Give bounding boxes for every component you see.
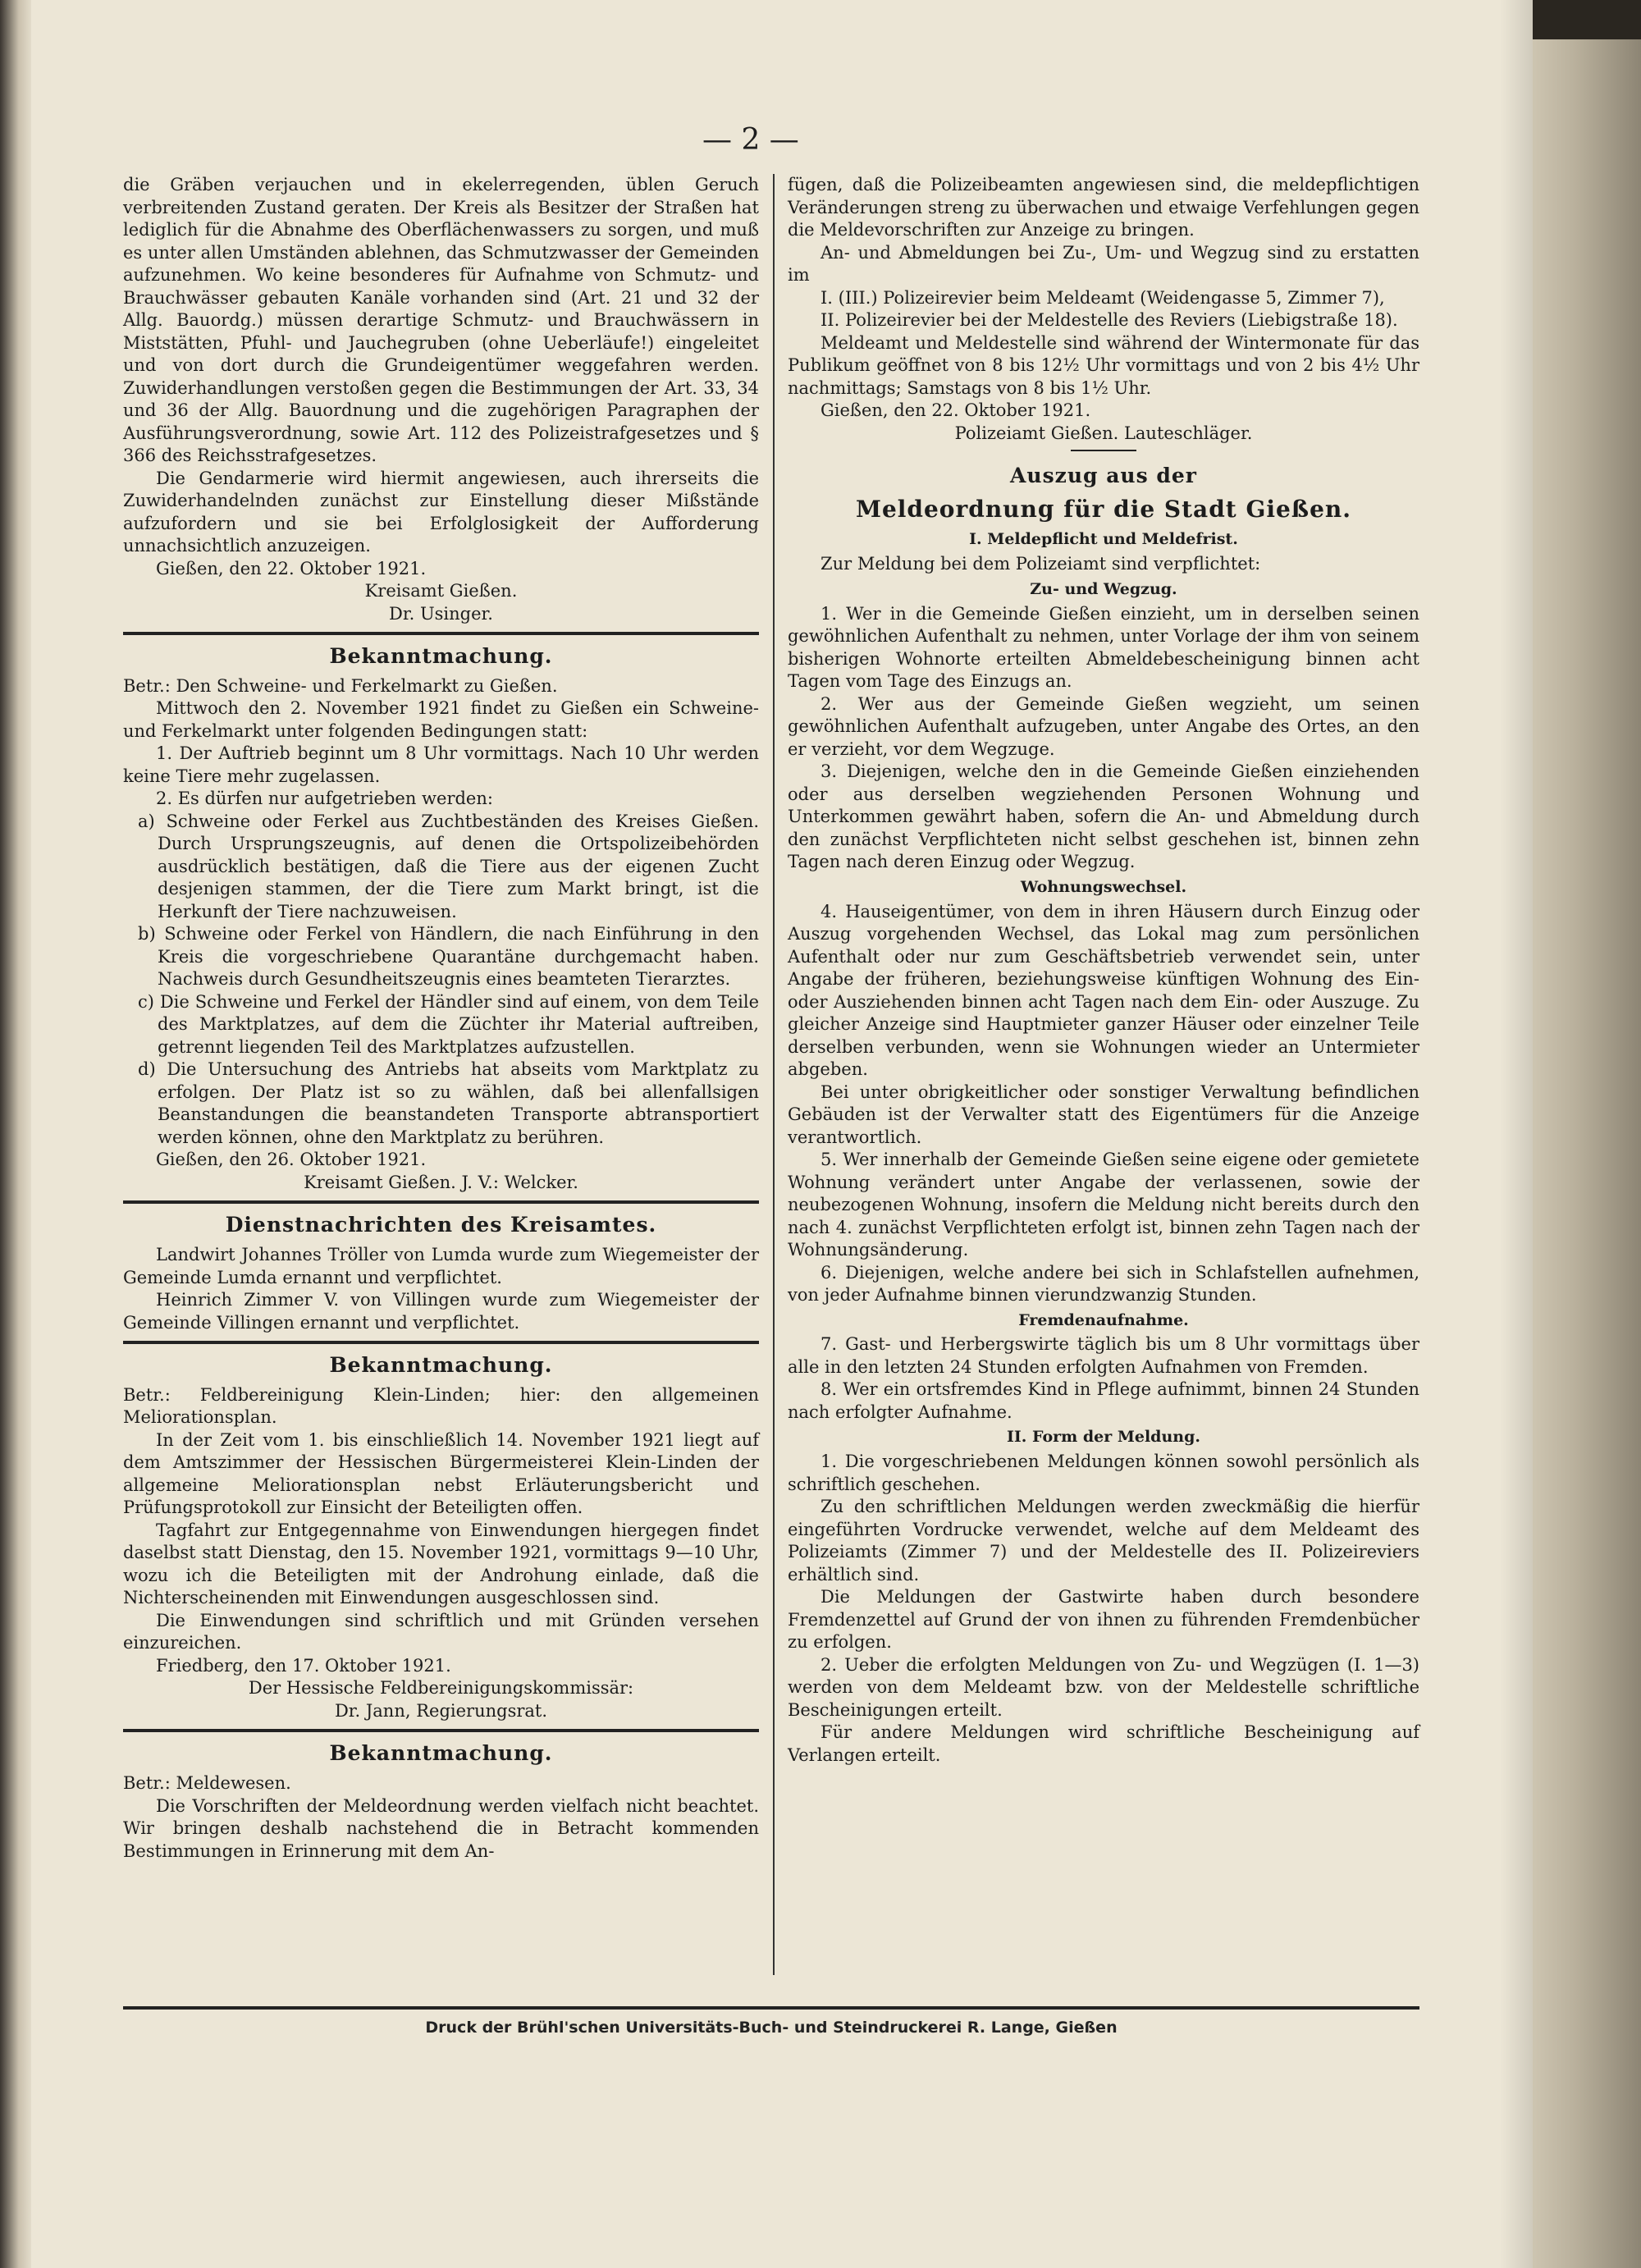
paragraph: 2. Es dürfen nur aufgetrieben werden: [156, 789, 493, 809]
paragraph: An- und Abmeldungen bei Zu-, Um- und Wegzug sind zu erstatten im [788, 242, 1419, 285]
footer-rule [123, 2006, 1419, 2010]
section-divider [123, 1341, 759, 1344]
section-heading: Meldeordnung für die Stadt Gießen. [855, 495, 1352, 523]
subsection-heading: Wohnungswechsel. [1020, 877, 1187, 896]
paragraph: In der Zeit vom 1. bis einschließlich 14. November 1921 liegt auf dem Amtszimmer der Hessischen Bürgermeisterei Klein-Linden der allgemeine Meliorationsplan nebst Erläuterungsbericht und Prüfungsprotokoll zur Einsicht der Beteiligten offen. [123, 1429, 759, 1518]
paragraph: I. (III.) Polizeirevier beim Meldeamt (Weidengasse 5, Zimmer 7), [820, 287, 1385, 308]
paragraph: 1. Die vorgeschriebenen Meldungen können sowohl persönlich als schriftlich geschehen. [788, 1452, 1419, 1494]
signature-name: Dr. Jann, Regierungsrat. [334, 1700, 548, 1721]
subject-line: Betr.: Den Schweine- und Ferkelmarkt zu Gießen. [123, 675, 558, 696]
signature: Polizeiamt Gießen. Lauteschläger. [954, 423, 1253, 443]
signature-authority: Kreisamt Gießen. [364, 581, 518, 601]
section-heading: Bekanntmachung. [329, 1353, 553, 1377]
paragraph: II. Polizeirevier bei der Meldestelle des Reviers (Liebigstraße 18). [820, 310, 1398, 330]
section-heading: Auszug aus der [1010, 464, 1197, 487]
paragraph: 8. Wer ein ortsfremdes Kind in Pflege aufnimmt, binnen 24 Stunden nach erfolgter Aufnahme. [788, 1379, 1419, 1422]
section-heading: Bekanntmachung. [329, 1741, 553, 1766]
paragraph: Zu den schriftlichen Meldungen werden zweckmäßig die hierfür eingeführten Vordrucke verwendet, welche auf dem Meldeamt des Polizeiamts (Zimmer 7) und der Meldestelle des II. Polizeireviers erhältlich sind. [788, 1497, 1419, 1584]
list-item: c) Die Schweine und Ferkel der Händler sind auf einem, von dem Teile des Marktplatzes, auf dem die Züchter ihr Material auftreiben, getrennt liegenden Teil des Marktplatzes aufzustellen. [138, 991, 759, 1057]
paragraph: Meldeamt und Meldestelle sind während der Wintermonate für das Publikum geöffnet von 8 bis 12½ Uhr vormittags und von 2 bis 4½ Uhr nachmittags; Samstags von 8 bis 1½ Uhr. [788, 332, 1419, 398]
paragraph: 2. Ueber die erfolgten Meldungen von Zu- und Wegzügen (I. 1—3) werden von dem Meldeamt bzw. von der Meldestelle schriftliche Bescheinigungen erteilt. [788, 1654, 1419, 1720]
signature-name: Dr. Usinger. [389, 603, 493, 624]
paragraph: Landwirt Johannes Tröller von Lumda wurde zum Wiegemeister der Gemeinde Lumda ernannt und verpflichtet. [123, 1245, 759, 1287]
subject-line: Betr.: Meldewesen. [123, 1773, 291, 1793]
right-column [788, 174, 1419, 1767]
subsection-heading: I. Meldepflicht und Meldefrist. [969, 530, 1238, 549]
paragraph: Bei unter obrigkeitlicher oder sonstiger Verwaltung befindlichen Gebäuden ist der Verwalter statt des Eigentümers für die Anzeige verantwortlich. [788, 1081, 1419, 1147]
dateline: Gießen, den 26. Oktober 1921. [156, 1150, 427, 1170]
section-heading: Bekanntmachung. [329, 644, 553, 668]
subsection-heading: Zu- und Wegzug. [1030, 579, 1177, 598]
paragraph: 1. Der Auftrieb beginnt um 8 Uhr vormittags. Nach 10 Uhr werden keine Tiere mehr zugelassen. [123, 743, 759, 786]
paragraph: 7. Gast- und Herbergswirte täglich bis um 8 Uhr vormittags über alle in den letzten 24 Stunden erfolgten Aufnahmen von Fremden. [788, 1334, 1419, 1377]
subject-line: Betr.: Feldbereinigung Klein-Linden; hier: den allgemeinen Meliorationsplan. [123, 1384, 759, 1428]
printer-imprint: Druck der Brühl'schen Universitäts-Buch- und Steindruckerei R. Lange, Gießen [425, 2019, 1118, 2037]
list-item: a) Schweine oder Ferkel aus Zuchtbeständen des Kreises Gießen. Durch Ursprungszeugnis, auf denen die Ortspolizeibehörden ausdrücklich bestätigen, daß die Tiere aus der eigenen Zucht desjenigen stammen, der die Tiere zum Markt bringt, ist die Herkunft der Tiere nachzuweisen. [138, 811, 759, 921]
dateline: Friedberg, den 17. Oktober 1921. [156, 1655, 451, 1676]
page-number: — 2 — [702, 123, 799, 157]
paragraph: fügen, daß die Polizeibeamten angewiesen sind, die meldepflichtigen Veränderungen streng zu überwachen und etwaige Verfehlungen gegen die Meldevorschriften zur Anzeige zu bringen. [788, 175, 1419, 240]
list-item: d) Die Untersuchung des Antriebs hat abseits vom Marktplatz zu erfolgen. Der Platz ist so zu wählen, daß bei allenfallsigen Beanstandungen die beanstandeten Transporte abtransportiert werden können, ohne den Marktplatz zu berühren. [138, 1059, 759, 1147]
column-divider [773, 174, 775, 1975]
paragraph: 4. Hauseigentümer, von dem in ihren Häusern durch Einzug oder Auszug vorgehenden Wechsel, das Lokal mag zum persönlichen Aufenthalt oder nur zum Geschäftsbetrieb verwendet sein, unter Angabe der früheren, beziehungsweise künftigen Wohnung des Ein- oder Ausziehenden binnen acht Tagen nach dem Ein- oder Auszuge. Zu gleicher Anzeige sind Hauptmieter ganzer Häuser oder einzelner Teile derselben verbunden, wenn sie Wohnungen wieder an Untermieter abgeben. [788, 901, 1419, 1080]
paragraph: 1. Wer in die Gemeinde Gießen einzieht, um in derselben seinen gewöhnlichen Aufenthalt zu nehmen, unter Vorlage der ihm von seinem bisherigen Wohnorte erteilten Abmeldebescheinigung binnen acht Tagen vom Tage des Einzugs an. [788, 603, 1419, 692]
section-divider [123, 632, 759, 635]
subsection-heading: II. Form der Meldung. [1006, 1428, 1200, 1447]
paragraph: Zur Meldung bei dem Polizeiamt sind verpflichtet: [820, 554, 1261, 574]
paragraph: 6. Diejenigen, welche andere bei sich in Schlafstellen aufnehmen, von jeder Aufnahme binnen vierundzwanzig Stunden. [788, 1262, 1419, 1305]
short-divider [1071, 450, 1136, 451]
paragraph: Die Vorschriften der Meldeordnung werden vielfach nicht beachtet. Wir bringen deshalb nachstehend die in Betracht kommenden Bestimmungen in Erinnerung mit dem An- [123, 1795, 759, 1861]
section-heading: Dienstnachrichten des Kreisamtes. [225, 1213, 657, 1237]
paragraph: 5. Wer innerhalb der Gemeinde Gießen seine eigene oder gemietete Wohnung verändert unter Angabe der verlassenen, sowie der neubezogenen Wohnung, insofern die Meldung nicht bereits durch den nach 4. zunächst Verpflichteten erfolgt ist, binnen zehn Tagen nach der Wohnungsänderung. [788, 1150, 1419, 1260]
paragraph: 3. Diejenigen, welche den in die Gemeinde Gießen einziehenden oder aus derselben wegziehenden Personen Wohnung und Unterkommen gewährt haben, sofern die An- und Abmeldung durch den zunächst Verpflichteten nicht selbst geschehen ist, binnen zehn Tagen nach deren Einzug oder Wegzug. [788, 761, 1419, 872]
list-item: b) Schweine oder Ferkel von Händlern, die nach Einführung in den Kreis die vorgeschriebene Quarantäne durchgemacht haben. Nachweis durch Gesundheitszeugnis eines beamteten Tierarztes. [138, 924, 759, 990]
intro-paragraph: die Gräben verjauchen und in ekelerregenden, üblen Geruch verbreitenden Zustand geraten. Der Kreis als Besitzer der Straßen hat lediglich für die Abnahme des Oberflächenwassers zu sorgen, und muß es unter allen Umständen ablehnen, das Schmutzwasser der Gemeinden aufzunehmen. Wo keine besonderes für Aufnahme von Schmutz- und Brauchwässer gebauten Kanäle vorhanden sind (Art. 21 und 32 der Allg. Bauordg.) müssen derartige Schmutz- und Brauchwässern in Miststätten, Pfuhl- und Jauchegruben (ohne Ueberläufe!) eingeleitet und von dort durch die Grundeigentümer weggefahren werden. Zuwiderhandlungen verstoßen gegen die Bestimmungen der Art. 33, 34 und 36 der Allg. Bauordnung und die zugehörigen Paragraphen der Ausführungsverordnung, sowie Art. 112 des Polizeistrafgesetzes und § 366 des Reichsstrafgesetzes. [123, 175, 759, 465]
section-divider [123, 1729, 759, 1732]
signature-authority: Der Hessische Feldbereinigungskommissär: [248, 1678, 634, 1699]
paragraph: Mittwoch den 2. November 1921 findet zu Gießen ein Schweine- und Ferkelmarkt unter folgenden Bedingungen statt: [123, 698, 759, 741]
paragraph: Heinrich Zimmer V. von Villingen wurde zum Wiegemeister der Gemeinde Villingen ernannt und verpflichtet. [123, 1290, 759, 1333]
dateline: Gießen, den 22. Oktober 1921. [156, 558, 427, 578]
signature: Kreisamt Gießen. J. V.: Welcker. [304, 1172, 578, 1192]
dateline: Gießen, den 22. Oktober 1921. [820, 400, 1091, 420]
intro-paragraph: Die Gendarmerie wird hiermit angewiesen, auch ihrerseits die Zuwiderhandelnden zunächst zur Einstellung dieser Mißstände aufzufordern und sie bei Erfolglosigkeit der Aufforderung unnachsichtlich anzuzeigen. [123, 468, 759, 556]
book-binding-left [0, 0, 31, 2268]
condition-list [123, 811, 759, 1150]
section-divider [123, 1200, 759, 1204]
paragraph: Für andere Meldungen wird schriftliche Bescheinigung auf Verlangen erteilt. [788, 1722, 1419, 1765]
paragraph: Die Meldungen der Gastwirte haben durch besondere Fremdenzettel auf Grund der von ihnen zu führenden Fremdenbücher zu erfolgen. [788, 1587, 1419, 1653]
subsection-heading: Fremdenaufnahme. [1018, 1310, 1189, 1329]
paragraph: 2. Wer aus der Gemeinde Gießen wegzieht, um seinen gewöhnlichen Aufenthalt aufzugeben, unter Angabe des Ortes, an den er verzieht, vor dem Wegzuge. [788, 693, 1419, 759]
left-column [123, 174, 759, 1863]
paragraph: Die Einwendungen sind schriftlich und mit Gründen versehen einzureichen. [123, 1610, 759, 1653]
paragraph: Tagfahrt zur Entgegennahme von Einwendungen hiergegen findet daselbst statt Dienstag, den 15. November 1921, vormittags 9—10 Uhr, wozu ich die Beteiligten mit der Androhung einlade, daß die Nichterscheinenden mit Einwendungen ausgeschlossen sind. [123, 1520, 759, 1608]
